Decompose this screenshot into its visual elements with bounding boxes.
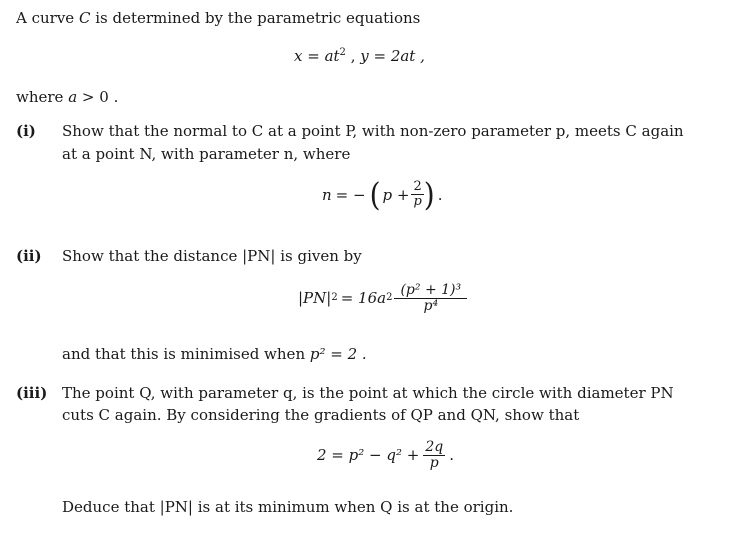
where-line — [16, 88, 118, 106]
part-ii-line2 — [62, 345, 367, 363]
eq-n-denominator: p — [413, 194, 422, 209]
eq-n-lhs: n — [322, 185, 332, 204]
eq-pn-fraction — [394, 283, 467, 313]
part-ii-line1: Show that the distance |PN| is given by — [62, 247, 362, 265]
part-ii-equation: |PN| 2 = 16a 2 $\frac{\text{(p² + 1)³}}{\text{p⁴}}$ — [298, 283, 467, 313]
part-i-line2: at a point N, with parameter n, where — [62, 145, 351, 163]
eq-pn-mid: = 16a — [340, 289, 387, 308]
left-paren: ( — [369, 175, 381, 214]
eq-n-fraction — [411, 180, 423, 208]
where-text: where — [16, 88, 69, 106]
eq-x-exp: 2 — [339, 47, 346, 58]
eq-q-fraction — [423, 440, 445, 470]
part-ii-line2-eq: p² = 2 . — [309, 345, 367, 363]
where-var: a — [68, 88, 78, 106]
eq-y-lhs: y — [360, 47, 369, 65]
eq-x-lhs: x — [294, 47, 303, 65]
part-i-line1: Show that the normal to C at a point P, with non-zero parameter p, meets C again — [62, 122, 684, 140]
eq-pn-lhs: |PN| — [298, 289, 332, 308]
eq-pn-numerator: (p² + 1)³ — [394, 283, 467, 299]
eq-n-numerator: 2 — [413, 179, 422, 195]
eq-x-rhs: = at — [302, 47, 340, 65]
eq-q-numerator: 2q — [425, 439, 444, 455]
eq-q-end: . — [449, 446, 454, 465]
part-ii-label: (ii) — [16, 247, 42, 265]
curve-symbol: C — [78, 9, 91, 27]
part-ii-line2-text: and that this is minimised when — [62, 345, 310, 363]
part-i-equation — [322, 175, 443, 214]
eq-q-denominator: p — [429, 454, 439, 471]
intro-line — [16, 9, 420, 27]
parametric-equations — [294, 47, 425, 65]
eq-sep: , — [345, 47, 361, 65]
part-iii-label: (iii) — [16, 384, 48, 402]
eq-n-end: . — [437, 185, 443, 204]
eq-pn-denominator: p⁴ — [423, 297, 439, 314]
part-i-label: (i) — [16, 122, 36, 140]
where-rest: > 0 . — [77, 88, 119, 106]
part-iii-line1: The point Q, with parameter q, is the point at which the circle with diameter PN — [62, 384, 674, 402]
intro-text-prefix: A curve — [16, 9, 79, 27]
eq-n-p: p + — [382, 185, 410, 204]
part-iii-equation — [317, 440, 454, 470]
eq-n-mid: = − — [335, 185, 366, 204]
right-paren: ) — [423, 175, 435, 214]
eq-q-left: 2 = p² − q² + — [317, 446, 420, 465]
intro-text-suffix: is determined by the parametric equations — [90, 9, 421, 27]
eq-y-rhs: = 2at , — [368, 47, 425, 65]
part-iii-line3: Deduce that |PN| is at its minimum when Q is at the origin. — [62, 498, 514, 516]
part-iii-line2: cuts C again. By considering the gradients of QP and QN, show that — [62, 406, 580, 424]
